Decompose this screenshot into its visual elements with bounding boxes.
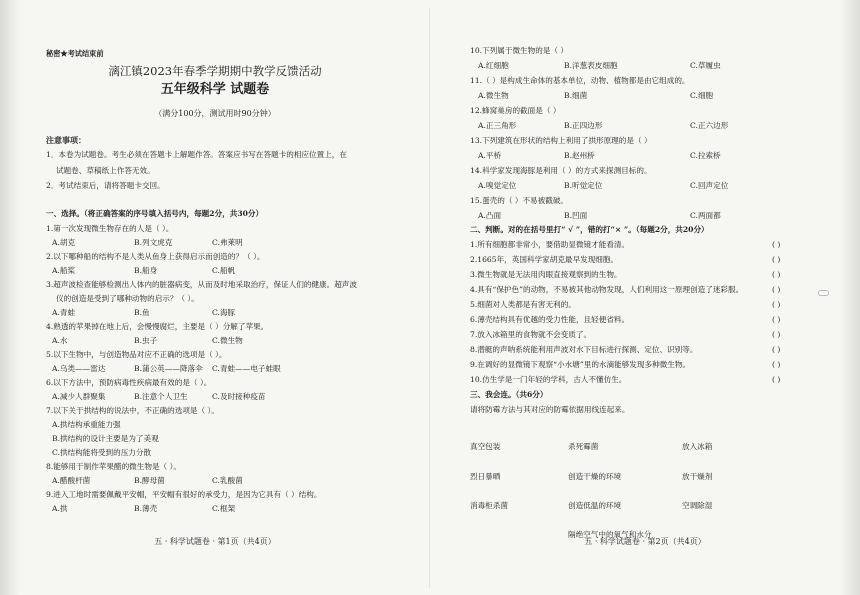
q8-option-b: B.酵母菌 xyxy=(134,476,165,485)
q2-option-b: B.船身 xyxy=(134,266,158,275)
q3-option-b: B.鱼 xyxy=(134,308,150,317)
judge-10-answer-paren: ( ) xyxy=(772,375,781,384)
scan-mark xyxy=(818,290,829,296)
q4-option-a: A.水 xyxy=(52,336,68,345)
q3-option-a: A.青蛙 xyxy=(52,308,76,317)
judge-2: 2.1665年，英国科学家胡克最早发现细胞。 xyxy=(470,255,619,264)
notes-title: 注意事项： xyxy=(46,135,86,145)
section-1-title: 一、选择。（将正确答案的序号填入括号内，每题2分，共30分） xyxy=(46,209,264,218)
q13-option-a: A.平桥 xyxy=(478,151,502,160)
question-3-line-2: 仪的创造是受到了哪种动物的启示？（ ）。 xyxy=(56,294,199,303)
page-2 xyxy=(430,0,860,595)
q5-option-b: B.蒲公英——降落伞 xyxy=(134,364,203,373)
q12-option-c: C.正六边形 xyxy=(690,121,729,130)
judge-7: 7.放入冰箱里的食物就不会变质了。 xyxy=(470,330,592,339)
q8-option-c: C.乳酸菌 xyxy=(212,476,243,485)
section-2-title: 二、判断。对的在括号里打“ √ ”，错的打“× ”。（每题2分，共20分） xyxy=(470,225,709,234)
question-4: 4.熟透的苹果掉在地上后，会慢慢腐烂，主要是（ ）分解了苹果。 xyxy=(46,322,269,331)
judge-1-answer-paren: ( ) xyxy=(772,240,781,249)
q4-option-c: C.微生物 xyxy=(212,336,243,345)
judge-10: 10.仿生学是一门年轻的学科，古人不懂仿生。 xyxy=(470,375,627,384)
judge-3: 3.微生物就是无法用肉眼直接观察到的生物。 xyxy=(470,270,622,279)
question-10: 10.下列属于微生物的是（ ） xyxy=(470,46,569,55)
match-method-6: 空调除湿 xyxy=(682,501,713,510)
q13-option-c: C.拉索桥 xyxy=(690,151,721,160)
q1-option-b: B.列文虎克 xyxy=(134,238,173,247)
q9-option-b: B.薄壳 xyxy=(134,504,158,513)
q2-option-c: C.船帆 xyxy=(212,266,236,275)
question-15: 15.蛋壳的（ ）不易被戳破。 xyxy=(470,196,569,205)
q11-option-c: C.细胞 xyxy=(690,91,714,100)
section-3-title: 三、我会连。（共6分） xyxy=(470,390,548,399)
exam-title: 漓江镇2023年春季学期期中教学反馈活动 xyxy=(108,64,322,78)
q14-option-c: C.回声定位 xyxy=(690,181,729,190)
question-1: 1.第一次发现微生物存在的人是（ ）。 xyxy=(46,224,174,233)
match-method-1: 真空包装 xyxy=(470,442,501,451)
match-basis-2: 创造干燥的环境 xyxy=(568,472,622,481)
judge-4: 4.具有“保护色”的动物，不易被其他动物发现，人们利用这一原理创造了迷彩服。 xyxy=(470,285,744,294)
match-method-2: 烈日暴晒 xyxy=(470,472,501,481)
q7-option-b: B.拱结构的设计主要是为了美观 xyxy=(52,434,159,443)
q12-option-a: A.正三角形 xyxy=(478,121,517,130)
match-method-5: 放干燥剂 xyxy=(682,472,713,481)
question-2: 2.以下哪种船的结构不是人类从鱼身上获得启示而创造的？（ ）。 xyxy=(46,252,265,261)
match-method-3: 消毒柜杀菌 xyxy=(470,501,508,510)
q2-option-a: A.船桨 xyxy=(52,266,76,275)
q10-option-c: C.草履虫 xyxy=(690,61,721,70)
question-3-line-1: 3.超声波检查能够检测出人体内的脏器病变，从而及时地采取治疗，保证人们的健康。超声波 xyxy=(46,280,357,289)
q11-option-a: A.微生物 xyxy=(478,91,509,100)
q12-option-b: B.正四边形 xyxy=(564,121,603,130)
confidential-label: 秘密★考试结束前 xyxy=(46,49,104,58)
exam-subject-title: 五年级科学 试题卷 xyxy=(160,82,270,97)
judge-2-answer-paren: ( ) xyxy=(772,255,781,264)
judge-9-answer-paren: ( ) xyxy=(772,360,781,369)
judge-8: 8.潜艇的声呐系统能利用声波对水下目标进行探测、定位、识别等。 xyxy=(470,345,698,354)
note-1-line-2: 试题卷、草稿纸上作答无效。 xyxy=(56,166,155,175)
q15-option-b: B.凹面 xyxy=(564,211,588,220)
q1-option-a: A.胡克 xyxy=(52,238,76,247)
q15-option-c: C.两面都 xyxy=(690,211,721,220)
q14-option-a: A.嗅觉定位 xyxy=(478,181,517,190)
question-6: 6.以下方法中，预防病毒性疾病最有效的是（ ）。 xyxy=(46,378,212,387)
q11-option-b: B.细菌 xyxy=(564,91,588,100)
question-14: 14.科学家发现海豚是利用（ ）的方式来探测目标的。 xyxy=(470,166,652,175)
match-basis-4: 隔绝空气中的氧气和水分 xyxy=(568,530,652,539)
match-basis-1: 杀死霉菌 xyxy=(568,442,599,451)
section-3-instruction: 请将防霉方法与其对应的防霉依据用线连起来。 xyxy=(470,405,630,414)
q7-option-a: A.拱结构承重能力强 xyxy=(52,420,121,429)
page-2-footer: 五 · 科学试题卷 · 第2页（共4页） xyxy=(584,537,706,546)
q10-option-b: B.洋葱表皮细胞 xyxy=(564,61,618,70)
question-11: 11.（ ）是构成生命体的基本单位，动物、植物都是由它组成的。 xyxy=(470,76,690,85)
q6-option-b: B.注意个人卫生 xyxy=(134,392,188,401)
match-method-4: 放入冰箱 xyxy=(682,442,713,451)
q1-option-c: C.弗莱明 xyxy=(212,238,243,247)
judge-4-answer-paren: ( ) xyxy=(772,285,781,294)
q9-option-a: A.拱 xyxy=(52,504,68,513)
q6-option-a: A.减少人群聚集 xyxy=(52,392,106,401)
exam-score-time: （满分100分，测试用时90分钟） xyxy=(154,109,276,118)
judge-6-answer-paren: ( ) xyxy=(772,315,781,324)
judge-9: 9.在调好的显微镜下观察“小水塘”里的水滴能够发现多种微生物。 xyxy=(470,360,691,369)
judge-6: 6.薄壳结构具有优越的受力性能，且轻便省料。 xyxy=(470,315,630,324)
judge-7-answer-paren: ( ) xyxy=(772,330,781,339)
q14-option-b: B.听觉定位 xyxy=(564,181,603,190)
q5-option-c: C.青蛙——电子蛙眼 xyxy=(212,364,281,373)
judge-1: 1.所有细胞都非常小，要借助显微镜才能看清。 xyxy=(470,240,630,249)
match-basis-3: 创造低温的环境 xyxy=(568,501,622,510)
q13-option-b: B.赵州桥 xyxy=(564,151,595,160)
question-12: 12.蜂窝巢房的截面是（ ） xyxy=(470,106,561,115)
page-1-footer: 五 · 科学试题卷 · 第1页（共4页） xyxy=(154,537,276,546)
judge-8-answer-paren: ( ) xyxy=(772,345,781,354)
q10-option-a: A.红细胞 xyxy=(478,61,509,70)
question-5: 5.以下生物中，与创造物品对应不正确的选项是（ ）。 xyxy=(46,350,227,359)
question-13: 13.下列建筑在形状的结构上利用了拱形原理的是（ ） xyxy=(470,136,652,145)
judge-5-answer-paren: ( ) xyxy=(772,300,781,309)
question-9: 9.进入工地时需要佩戴平安帽，平安帽有很好的承受力，是因为它具有（ ）结构。 xyxy=(46,490,322,499)
note-1-line-1: 1．本卷为试题卷。考生必须在答题卡上解题作答。答案应书写在答题卡的相应位置上，在 xyxy=(46,150,347,159)
q6-option-c: C.及时接种疫苗 xyxy=(212,392,266,401)
q3-option-c: C.海豚 xyxy=(212,308,236,317)
q8-option-a: A.醋酸杆菌 xyxy=(52,476,91,485)
q9-option-c: C.框架 xyxy=(212,504,236,513)
judge-5: 5.细菌对人类都是有害无利的。 xyxy=(470,300,576,309)
question-7: 7.以下关于拱结构的说法中，不正确的选项是（ ）。 xyxy=(46,406,219,415)
q7-option-c: C.拱结构能将受到的压力分散 xyxy=(52,448,152,457)
q15-option-a: A.凸面 xyxy=(478,211,502,220)
q5-option-a: A.乌类——雷达 xyxy=(52,364,106,373)
note-2: 2．考试结束后，请将答题卡交回。 xyxy=(46,181,165,190)
question-8: 8.能够用于制作苹果醋的微生物是（ ）。 xyxy=(46,462,181,471)
judge-3-answer-paren: ( ) xyxy=(772,270,781,279)
q4-option-b: B.虫子 xyxy=(134,336,158,345)
